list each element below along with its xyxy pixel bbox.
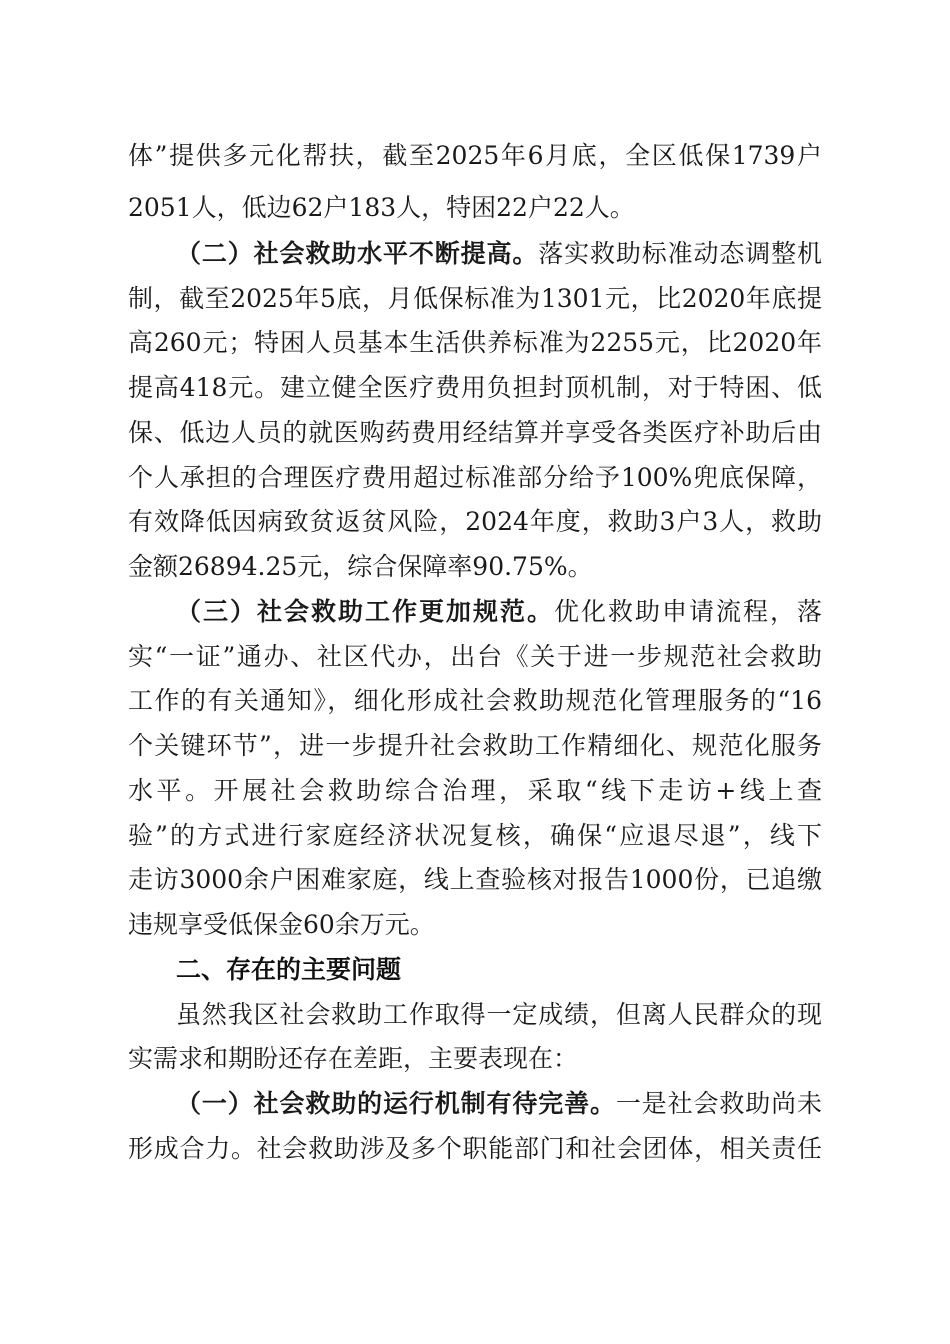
text-line: 有效降低因病致贫返贫风险，2024年度，救助3户3人，救助 — [128, 507, 822, 536]
text-line: 工作的有关通知》，细化形成社会救助规范化管理服务的“16 — [128, 686, 822, 715]
text-line: 2051人，低边62户183人，特困22户22人。 — [128, 193, 635, 222]
subsection-heading: （一）社会救助的运行机制有待完善。 — [176, 1089, 616, 1118]
paragraph-first-line: 虽然我区社会救助工作取得一定成绩，但离人民群众的现 — [176, 1000, 822, 1029]
text-line: 个人承担的合理医疗费用超过标准部分给予100%兜底保障， — [128, 463, 822, 492]
text-line: 验”的方式进行家庭经济状况复核，确保“应退尽退”，线下 — [128, 821, 822, 850]
text-line: 保、低边人员的就医购药费用经结算并享受各类医疗补助后由 — [128, 418, 822, 447]
text-line: 个关键环节”，进一步提升社会救助工作精细化、规范化服务 — [128, 731, 822, 760]
subsection-heading: （三）社会救助工作更加规范。 — [176, 597, 554, 626]
text-line: 体”提供多元化帮扶，截至2025年6月底，全区低保1739户 — [128, 141, 822, 170]
text-line: 提高418元。建立健全医疗费用负担封顶机制，对于特困、低 — [128, 373, 822, 402]
text-run: 落实救助标准动态调整机 — [538, 239, 822, 268]
text-line: 高260元；特困人员基本生活供养标准为2255元，比2020年 — [128, 328, 822, 357]
text-run: 优化救助申请流程，落 — [553, 597, 822, 626]
section-heading: 二、存在的主要问题 — [176, 955, 402, 984]
text-run: 一是社会救助尚未 — [615, 1089, 822, 1118]
paragraph-first-line — [176, 1082, 822, 1126]
text-line: 金额26894.25元，综合保障率90.75%。 — [128, 552, 593, 581]
paragraph-first-line — [176, 232, 822, 276]
subsection-heading: （二）社会救助水平不断提高。 — [176, 239, 539, 268]
text-line: 制，截至2025年5底，月低保标准为1301元，比2020年底提 — [128, 284, 822, 313]
text-line: 水平。开展社会救助综合治理，采取“线下走访+线上查 — [128, 776, 822, 805]
text-line: 形成合力。社会救助涉及多个职能部门和社会团体，相关责任 — [128, 1134, 822, 1163]
text-line: 实需求和期盼还存在差距，主要表现在： — [128, 1044, 579, 1073]
paragraph-first-line — [176, 590, 822, 634]
text-line: 违规享受低保金60余万元。 — [128, 910, 435, 939]
text-line: 实“一证”通办、社区代办，出台《关于进一步规范社会救助 — [128, 642, 822, 671]
text-line: 走访3000余户困难家庭，线上查验核对报告1000份，已追缴 — [128, 865, 822, 894]
